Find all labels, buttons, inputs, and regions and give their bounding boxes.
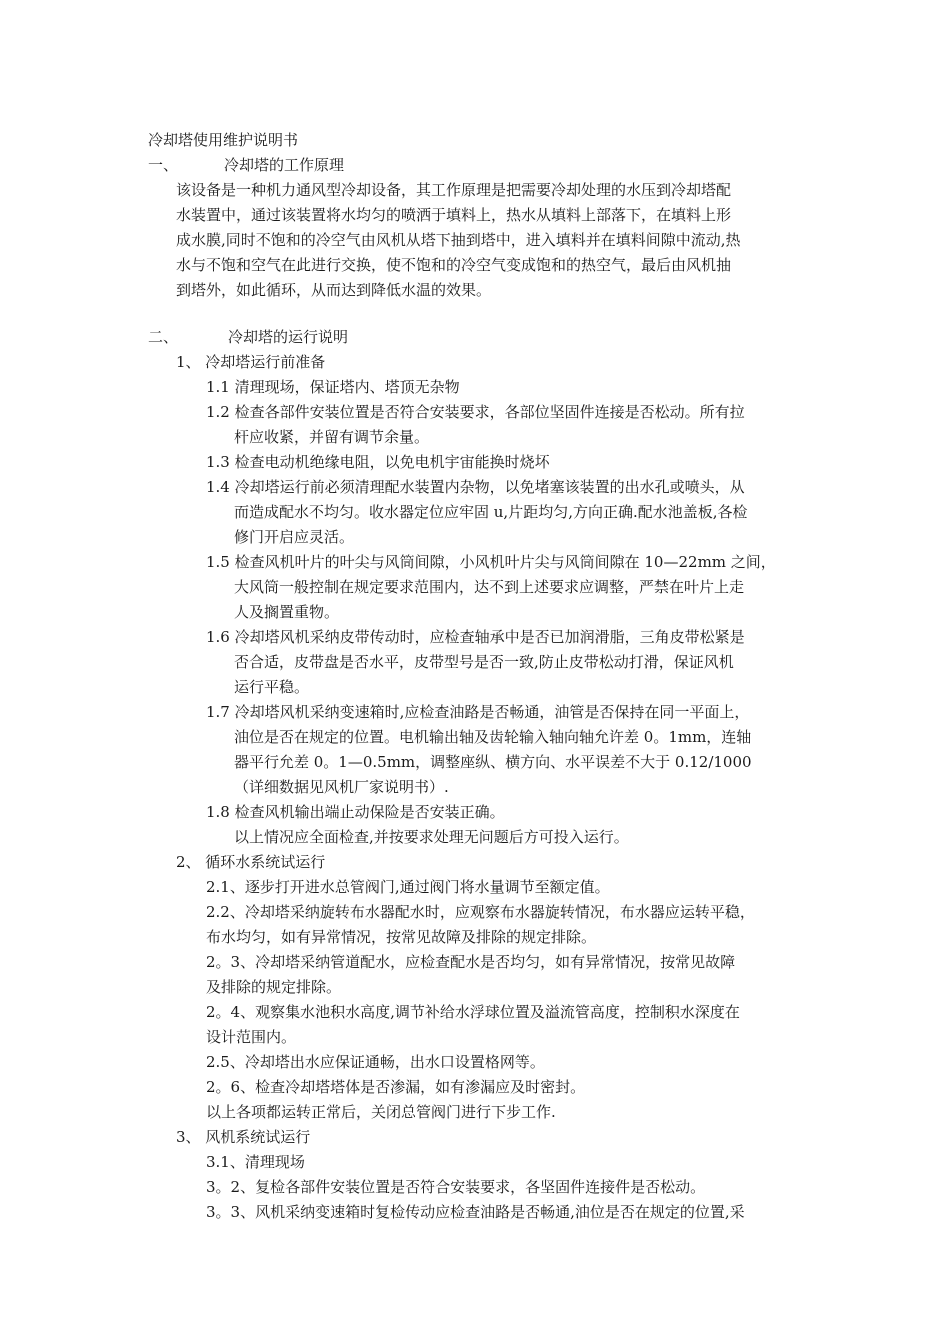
section-1-heading-line [148,153,344,177]
section-1-line: 该设备是一种机力通风型冷却设备，其工作原理是把需要冷却处理的水压到冷却塔配 [176,181,732,199]
item-line: 修门开启应灵活。 [234,528,355,546]
section-1-line: 水装置中，通过该装置将水均匀的喷洒于填料上，热水从填料上部落下，在填料上形 [176,206,732,224]
item-line: 1.2 检查各部件安装位置是否符合安装要求，各部位坚固件连接是否松动。所有拉 [206,403,745,421]
item-line: 2.5、冷却塔出水应保证通畅，出水口设置格网等。 [206,1053,545,1071]
section-2-heading-line [148,325,348,349]
item-line: 1.4 冷却塔运行前必须清理配水装置内杂物，以免堵塞该装置的出水孔或喷头，从 [206,478,745,496]
section-2-number: 二、 [148,328,179,346]
item-line: 2.1、逐步打开进水总管阀门,通过阀门将水量调节至额定值。 [206,878,610,896]
item-line: （详细数据见风机厂家说明书）. [234,778,449,796]
doc-title: 冷却塔使用维护说明书 [148,131,299,149]
item-line: 及排除的规定排除。 [206,978,342,996]
item-line: 3.1、清理现场 [206,1153,305,1171]
item-line: 2。3、冷却塔采纳管道配水，应检查配水是否均匀，如有异常情况，按常见故障 [206,953,736,971]
item-line: 1.7 冷却塔风机采纳变速箱时,应检查油路是否畅通，油管是否保持在同一平面上， [206,703,750,721]
item-line: 以上情况应全面检查,并按要求处理无问题后方可投入运行。 [234,828,629,846]
item-line: 人及搁置重物。 [234,603,340,621]
item-line: 杆应收紧，并留有调节余量。 [234,428,430,446]
section-1-heading: 冷却塔的工作原理 [224,156,345,174]
item-line: 3。3、风机采纳变速箱时复检传动应检查油路是否畅通,油位是否在规定的位置,采 [206,1203,745,1221]
item-line: 而造成配水不均匀。收水器定位应牢固 u,片距均匀,方向正确.配水池盖板,各检 [234,503,748,521]
section-1-line: 水与不饱和空气在此进行交换，使不饱和的冷空气变成饱和的热空气，最后由风机抽 [176,256,732,274]
item-line: 2。4、观察集水池积水高度,调节补给水浮球位置及溢流管高度，控制积水深度在 [206,1003,740,1021]
item-line: 2。6、检查冷却塔塔体是否渗漏，如有渗漏应及时密封。 [206,1078,586,1096]
item-line: 1.5 检查风机叶片的叶尖与风筒间隙，小风机叶片尖与风筒间隙在 10—22mm 之间， [206,553,776,571]
section-1-line: 成水膜,同时不饱和的冷空气由风机从塔下抽到塔中，进入填料并在填料间隙中流动,热 [176,231,741,249]
item-line: 器平行允差 0。1—0.5mm，调整座纵、横方向、水平误差不大于 0.12/1000 [234,753,752,771]
section-1-line: 到塔外，如此循环，从而达到降低水温的效果。 [176,281,492,299]
subsection-1-label: 1、 冷却塔运行前准备 [176,353,326,371]
item-line: 否合适，皮带盘是否水平，皮带型号是否一致,防止皮带松动打滑，保证风机 [234,653,734,671]
item-line: 1.3 检查电动机绝缘电阻，以免电机宇宙能换时烧坏 [206,453,550,471]
item-line: 油位是否在规定的位置。电机输出轴及齿轮输入轴向轴允许差 0。1mm，连轴 [234,728,752,746]
item-line: 2.2、冷却塔采纳旋转布水器配水时，应观察布水器旋转情况，布水器应运转平稳， [206,903,755,921]
item-line: 大风筒一般控制在规定要求范围内，达不到上述要求应调整，严禁在叶片上走 [234,578,745,596]
item-line: 3。2、复检各部件安装位置是否符合安装要求，各坚固件连接件是否松动。 [206,1178,706,1196]
item-line: 1.6 冷却塔风机采纳皮带传动时，应检查轴承中是否已加润滑脂，三角皮带松紧是 [206,628,745,646]
item-line: 设计范围内。 [206,1028,297,1046]
item-line: 运行平稳。 [234,678,310,696]
subsection-2-label: 2、 循环水系统试运行 [176,853,326,871]
item-line: 1.8 检查风机输出端止动保险是否安装正确。 [206,803,505,821]
item-line: 布水均匀，如有异常情况，按常见故障及排除的规定排除。 [206,928,597,946]
item-line: 以上各项都运转正常后，关闭总管阀门进行下步工作. [206,1103,556,1121]
section-2-heading: 冷却塔的运行说明 [228,328,349,346]
subsection-3-label: 3、 风机系统试运行 [176,1128,311,1146]
section-1-number: 一、 [148,156,179,174]
item-line: 1.1 清理现场，保证塔内、塔顶无杂物 [206,378,460,396]
